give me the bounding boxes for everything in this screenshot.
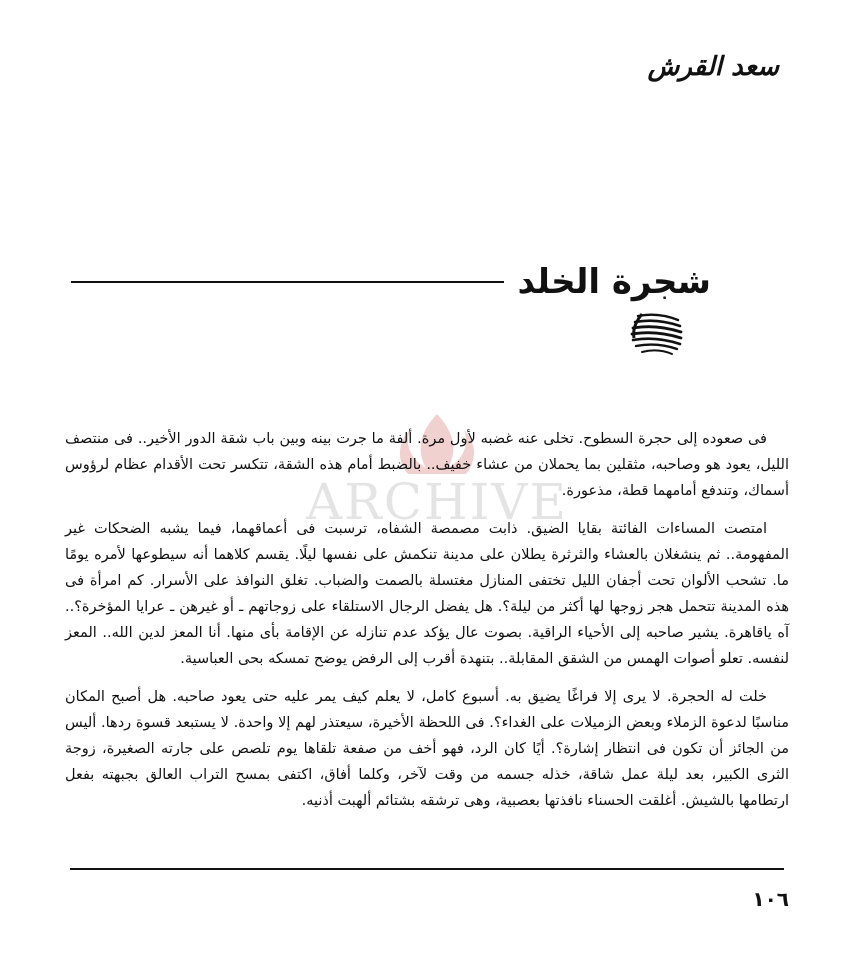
watermark-text: ARCHIVE	[306, 473, 568, 531]
story-body	[65, 426, 789, 826]
ornament-icon	[628, 308, 684, 358]
page-number: ١٠٦	[752, 887, 789, 911]
title-rule	[71, 281, 504, 283]
paragraph-3: خلت له الحجرة. لا يرى إلا فراغًا يضيق به. أسبوع كامل، لا يعلم كيف يمر عليه حتى يعود صاحبه. هل أصبح المكان مناسبًا لدعوة الزملاء وبعض الزميلات على الغداء؟. فى اللحظة الأخيرة، سيعتذر لهم إلا واحدة. لا يستبعد قسوة ردها. أليس من الجائز أن تكون فى انتظار إشارة؟. أيًا كان الرد، فهو أخف من صفعة تلقاها يوم تلصص على جارته الصغيرة، زوجة الثرى الكبير، بعد ليلة عمل شاقة، خذله جسمه من وقت لآخر، وكلما أفاق، اكتفى بمسح التراب العالق بجبهته بفعل ارتطامها بالشيش. أغلقت الحسناء نافذتها بعصبية، وهى ترشقه بشتائم ألهبت أذنيه.	[65, 689, 789, 809]
author-name: سعد القرش	[647, 52, 779, 82]
story-title-row	[71, 262, 711, 302]
story-title: شجرة الخلد	[517, 262, 711, 302]
paragraph-1: فى صعوده إلى حجرة السطوح. تخلى عنه غضبه لأول مرة. ألفة ما جرت بينه وبين باب شقة الدور الأخير.. فى منتصف الليل، يعود هو وصاحبه، مثقلين بما يحملان من عشاء خفيف.. بالضبط أمام هذه الشقة، تتكسر تحت الأقدام عظام لرؤوس أسماك، وتندفع أمامهما قطة، مذعورة.	[65, 431, 789, 499]
paragraph-2: امتصت المساءات الفائتة بقايا الضيق. ذابت مصمصة الشفاه، ترسبت فى أعماقهما، فيما يشبه الضحكات غير المفهومة.. ثم ينشغلان بالعشاء والثرثرة يطلان على مدينة تنكمش على نفسها ليلًا. يقسم كلاهما أنه سيطوعها لأمره يومًا ما. تشحب الألوان تحت أجفان الليل تختفى المنازل مغتسلة بالصمت والضباب. تغلق النوافذ على الأسرار. كم امرأة فى هذه المدينة تتحمل هجر زوجها لها أكثر من ليلة؟. هل يفضل الرجال الاستلقاء على زوجاتهم ـ أو غيرهن ـ عرايا المؤخرة؟.. آه ياقاهرة. يشير صاحبه إلى الأحياء الراقية. بصوت عال يؤكد عدم تنازله عن الإقامة بأى منها. أنا المعز لدين الله.. المعز لنفسه. تعلو أصوات الهمس من الشقق المقابلة.. بتنهدة أقرب إلى الرفض يوضح تمسكه بحى العباسية.	[65, 521, 789, 667]
footer-rule	[70, 868, 784, 870]
